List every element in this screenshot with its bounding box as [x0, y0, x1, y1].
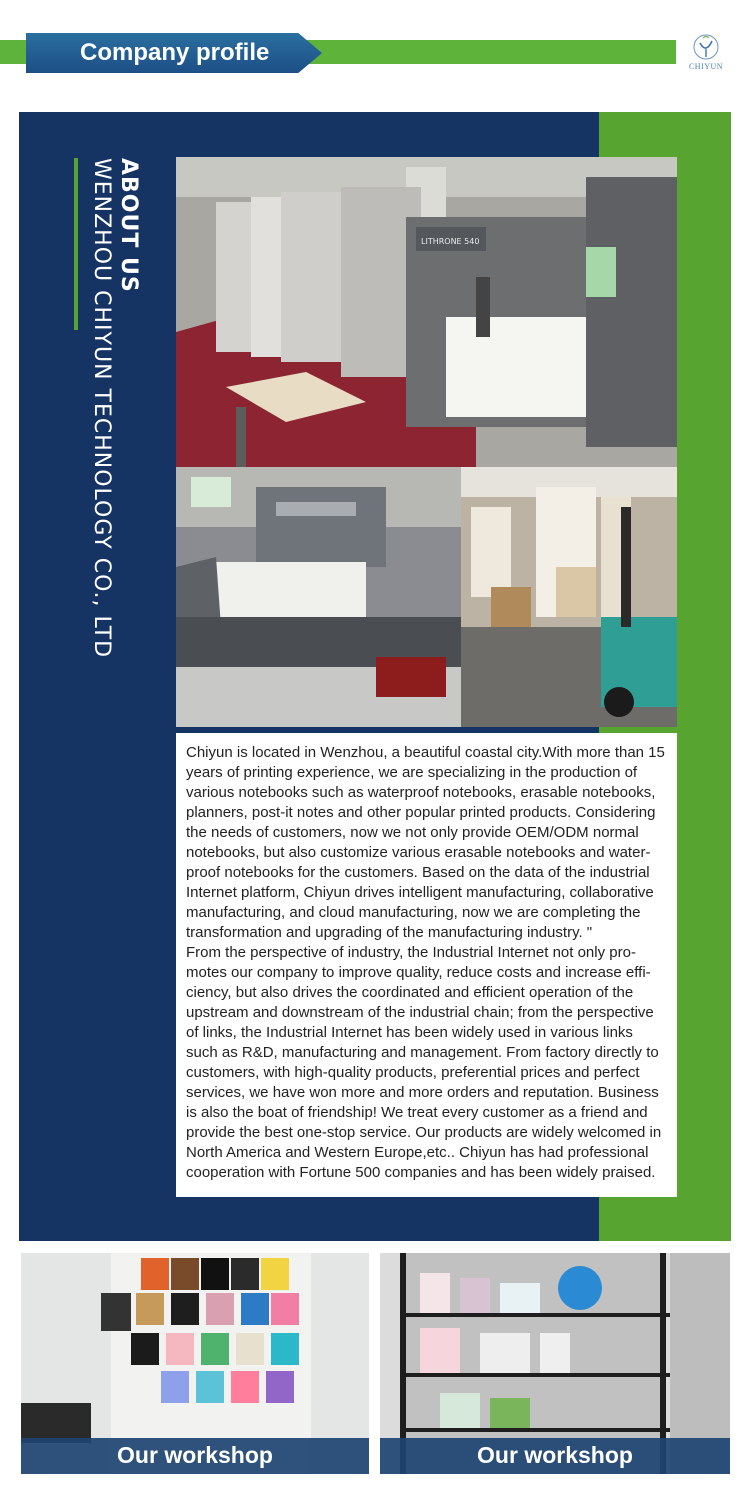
profile-body-text: Chiyun is located in Wenzhou, a beautiful coastal city.With more than 15 years of printing experience, we are specializing in the production of various notebooks such as waterproof notebooks, erasable notebooks, planners, post-it notes and other popular printed products. Considering the needs of customers, now we not only provide OEM/ODM normal notebooks, but also customize various erasable notebooks and water-proof notebooks for the customers. Based on the data of the industrial Internet platform, Chiyun drives intelligent manufacturing, collaborative manufacturing, and cloud manufacturing, now we are completing the transformation and upgrading of the manufacturing industry. " From the perspective of industry, the Industrial Internet not only pro-motes our company to improve quality, reduce costs and increase effi-ciency, but also drives the coordinated and efficient operation of the upstream and downstream of the industrial chain; from the perspective of links, the Industrial Internet has been widely used in various links such as R&D, manufacturing and management. From factory directly to customers, with high-quality products, preferential prices and perfect services, we have won more and more orders and reputation. Business is also the boat of friendship! We treat every customer as a friend and provide the best one-stop service. Our products are widely welcomed in North America and Western Europe,etc.. Chiyun has had professional cooperation with Fortune 500 companies and has been widely praised. — [186, 744, 665, 1181]
page-title: Company profile — [80, 39, 270, 66]
press-brand-label: LITHRONE 540 — [421, 237, 480, 246]
header-banner — [0, 0, 750, 100]
workshop-photo-right — [380, 1253, 730, 1474]
company-logo — [686, 32, 726, 78]
paper-cutter-photo — [176, 467, 461, 727]
about-us-heading: ABOUT US — [116, 158, 141, 293]
profile-text-box — [176, 733, 677, 1197]
heading-accent-line — [74, 158, 78, 330]
company-name-heading: WENZHOU CHIYUN TECHNOLOGY CO., LTD — [89, 158, 114, 659]
logo-text: CHIYUN — [688, 62, 724, 71]
chiyun-logo-icon — [691, 32, 721, 62]
warehouse-photo — [461, 467, 677, 727]
workshop-label-right: Our workshop — [380, 1438, 730, 1474]
workshop-label-left: Our workshop — [21, 1438, 369, 1474]
workshop-photo-left — [21, 1253, 369, 1474]
about-heading — [88, 158, 142, 658]
printing-press-photo — [176, 157, 677, 467]
